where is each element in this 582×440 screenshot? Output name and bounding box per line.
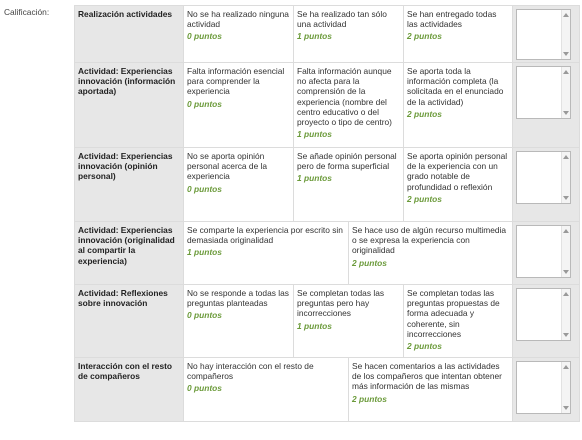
scrollbar[interactable] bbox=[561, 362, 570, 413]
criterion-label: Interacción con el resto de compañeros bbox=[75, 358, 184, 422]
criterion-label: Actividad: Experiencias innovación (información aportada) bbox=[75, 63, 184, 148]
level-points: 2 puntos bbox=[352, 257, 387, 268]
comment-cell bbox=[513, 148, 580, 222]
level-points: 1 puntos bbox=[297, 320, 332, 331]
comment-textarea[interactable] bbox=[516, 288, 571, 341]
level-points: 1 puntos bbox=[297, 31, 332, 42]
level-cell[interactable] bbox=[184, 63, 294, 148]
level-points: 2 puntos bbox=[407, 31, 442, 42]
level-points: 1 puntos bbox=[187, 247, 222, 258]
level-description: Se comparte la experiencia por escrito sin demasiada originalidad bbox=[187, 225, 343, 246]
level-description: No se aporta opinión personal acerca de la experiencia bbox=[187, 151, 268, 182]
level-cell[interactable] bbox=[184, 222, 349, 285]
level-description: Se añade opinión personal pero de forma superficial bbox=[297, 151, 397, 172]
scroll-down-icon[interactable] bbox=[563, 111, 569, 115]
level-points: 2 puntos bbox=[352, 393, 387, 404]
level-points: 1 puntos bbox=[297, 173, 332, 184]
scroll-down-icon[interactable] bbox=[563, 52, 569, 56]
level-description: Se han entregado todas las actividades bbox=[407, 9, 497, 30]
criterion-label: Realización actividades bbox=[75, 6, 184, 63]
rubric-row-interaccion bbox=[75, 358, 580, 422]
criterion-label: Actividad: Reflexiones sobre innovación bbox=[75, 285, 184, 358]
comment-cell bbox=[513, 358, 580, 422]
scroll-up-icon[interactable] bbox=[563, 229, 569, 233]
level-points: 0 puntos bbox=[187, 183, 222, 194]
level-cell[interactable] bbox=[349, 222, 513, 285]
level-cell[interactable] bbox=[404, 63, 513, 148]
level-description: Se hacen comentarios a las actividades de los compañeros que intentan obtener más información de las mismas bbox=[352, 361, 502, 392]
level-cell[interactable] bbox=[184, 6, 294, 63]
scrollbar[interactable] bbox=[561, 226, 570, 277]
level-points: 1 puntos bbox=[297, 129, 332, 140]
scroll-down-icon[interactable] bbox=[563, 406, 569, 410]
level-description: No se responde a todas las preguntas planteadas bbox=[187, 288, 289, 309]
calificacion-label: Calificación: bbox=[4, 7, 50, 17]
level-points: 2 puntos bbox=[407, 341, 442, 352]
level-points: 0 puntos bbox=[187, 383, 222, 394]
comment-textarea[interactable] bbox=[516, 9, 571, 60]
comment-cell bbox=[513, 285, 580, 358]
scrollbar[interactable] bbox=[561, 10, 570, 59]
scroll-up-icon[interactable] bbox=[563, 155, 569, 159]
level-cell[interactable] bbox=[349, 358, 513, 422]
level-cell[interactable] bbox=[404, 6, 513, 63]
scroll-up-icon[interactable] bbox=[563, 292, 569, 296]
comment-textarea[interactable] bbox=[516, 361, 571, 414]
rubric-table bbox=[74, 5, 580, 422]
level-description: Se aporta toda la información completa (la solicitada en el enunciado de la actividad) bbox=[407, 66, 504, 107]
rubric-row-realizacion bbox=[75, 6, 580, 63]
level-description: Se completan todas las preguntas pero hay incorrecciones bbox=[297, 288, 385, 319]
comment-cell bbox=[513, 6, 580, 63]
rubric-row-opinion bbox=[75, 148, 580, 222]
scroll-down-icon[interactable] bbox=[563, 196, 569, 200]
level-cell[interactable] bbox=[294, 6, 404, 63]
scroll-down-icon[interactable] bbox=[563, 333, 569, 337]
scroll-up-icon[interactable] bbox=[563, 13, 569, 17]
level-points: 2 puntos bbox=[407, 108, 442, 119]
level-description: Se aporta opinión personal de la experiencia con un grado notable de profundidad o reflexión bbox=[407, 151, 508, 192]
level-points: 0 puntos bbox=[187, 310, 222, 321]
comment-textarea[interactable] bbox=[516, 225, 571, 278]
rubric-row-informacion bbox=[75, 63, 580, 148]
comment-cell bbox=[513, 222, 580, 285]
level-points: 2 puntos bbox=[407, 193, 442, 204]
rubric-row-originalidad bbox=[75, 222, 580, 285]
rubric-row-reflexiones bbox=[75, 285, 580, 358]
criterion-label: Actividad: Experiencias innovación (originalidad al compartir la experiencia) bbox=[75, 222, 184, 285]
level-description: Se completan todas las preguntas propuestas de forma adecuada y coherente, sin incorrecciones bbox=[407, 288, 500, 339]
scrollbar[interactable] bbox=[561, 289, 570, 340]
level-points: 0 puntos bbox=[187, 98, 222, 109]
scroll-down-icon[interactable] bbox=[563, 270, 569, 274]
level-description: Falta información aunque no afecta para la comprensión de la experiencia (nombre del centro educativo o del proyecto o tipo de centro) bbox=[297, 66, 392, 128]
scrollbar[interactable] bbox=[561, 67, 570, 118]
level-cell[interactable] bbox=[184, 358, 349, 422]
scroll-up-icon[interactable] bbox=[563, 365, 569, 369]
comment-textarea[interactable] bbox=[516, 66, 571, 119]
level-cell[interactable] bbox=[184, 148, 294, 222]
level-cell[interactable] bbox=[294, 63, 404, 148]
level-description: Falta información esencial para comprender la experiencia bbox=[187, 66, 285, 97]
level-cell[interactable] bbox=[294, 285, 404, 358]
comment-textarea[interactable] bbox=[516, 151, 571, 204]
level-cell[interactable] bbox=[184, 285, 294, 358]
level-cell[interactable] bbox=[404, 285, 513, 358]
level-description: Se ha realizado tan sólo una actividad bbox=[297, 9, 387, 30]
level-cell[interactable] bbox=[404, 148, 513, 222]
level-points: 0 puntos bbox=[187, 31, 222, 42]
criterion-label: Actividad: Experiencias innovación (opinión personal) bbox=[75, 148, 184, 222]
level-cell[interactable] bbox=[294, 148, 404, 222]
level-description: Se hace uso de algún recurso multimedia o se expresa la experiencia con originalidad bbox=[352, 225, 507, 256]
scrollbar[interactable] bbox=[561, 152, 570, 203]
scroll-up-icon[interactable] bbox=[563, 70, 569, 74]
level-description: No se ha realizado ninguna actividad bbox=[187, 9, 289, 30]
comment-cell bbox=[513, 63, 580, 148]
level-description: No hay interacción con el resto de compañeros bbox=[187, 361, 314, 382]
